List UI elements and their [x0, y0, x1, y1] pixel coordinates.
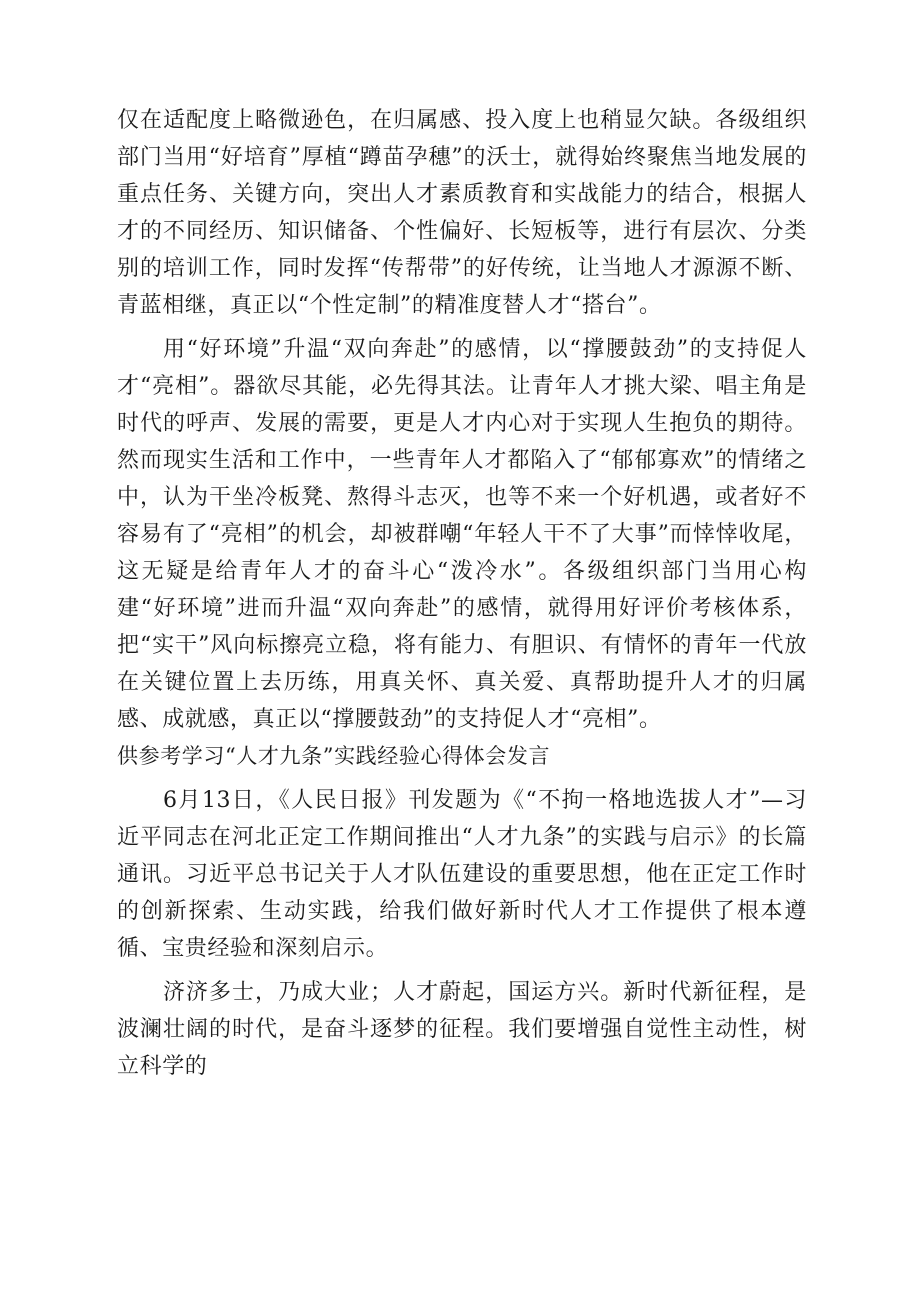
document-body — [117, 102, 807, 1085]
paragraph-4: 济济多士，乃成大业；人才蔚起，国运方兴。新时代新征程，是波澜壮阔的时代，是奋斗逐梦的征程。我们要增强自觉性主动性，树立科学的 — [117, 980, 807, 1079]
paragraph-1: 仅在适配度上略微逊色，在归属感、投入度上也稍显欠缺。各级组织部门当用“好培育”厚植“蹲苗孕穗”的沃士，就得始终聚焦当地发展的重点任务、关键方向，突出人才素质教育和实战能力的结合，根据人才的不同经历、知识储备、个性偏好、长短板等，进行有层次、分类别的培训工作，同时发挥“传帮带”的好传统，让当地人才源源不断、青蓝相继，真正以“个性定制”的精准度替人才“搭台”。 — [117, 108, 807, 318]
section-heading: 供参考学习“人才九条”实践经验心得体会发言 — [117, 744, 551, 768]
paragraph-3: 6月13日，《人民日报》刊发题为《“不拘一格地选拔人才”—习近平同志在河北正定工作期间推出“人才九条”的实践与启示》的长篇通讯。习近平总书记关于人才队伍建设的重要思想，他在正定工作时的创新探索、生动实践，给我们做好新时代人才工作提供了根本遵循、宝贵经验和深刻启示。 — [117, 788, 807, 961]
paragraph-2: 用“好环境”升温“双向奔赴”的感情，以“撑腰鼓劲”的支持促人才“亮相”。器欲尽其能，必先得其法。让青年人才挑大梁、唱主角是时代的呼声、发展的需要，更是人才内心对于实现人生抱负的期待。然而现实生活和工作中，一些青年人才都陷入了“郁郁寡欢”的情绪之中，认为干坐冷板凳、熬得斗志灭，也等不来一个好机遇，或者好不容易有了“亮相”的机会，却被群嘲“年轻人干不了大事”而悻悻收尾，这无疑是给青年人才的奋斗心“泼冷水”。各级组织部门当用心构建“好环境”进而升温“双向奔赴”的感情，就得用好评价考核体系，把“实干”风向标擦亮立稳，将有能力、有胆识、有情怀的青年一代放在关键位置上去历练，用真关怀、真关爱、真帮助提升人才的归属感、成就感，真正以“撑腰鼓劲”的支持促人才“亮相”。 — [117, 337, 807, 732]
